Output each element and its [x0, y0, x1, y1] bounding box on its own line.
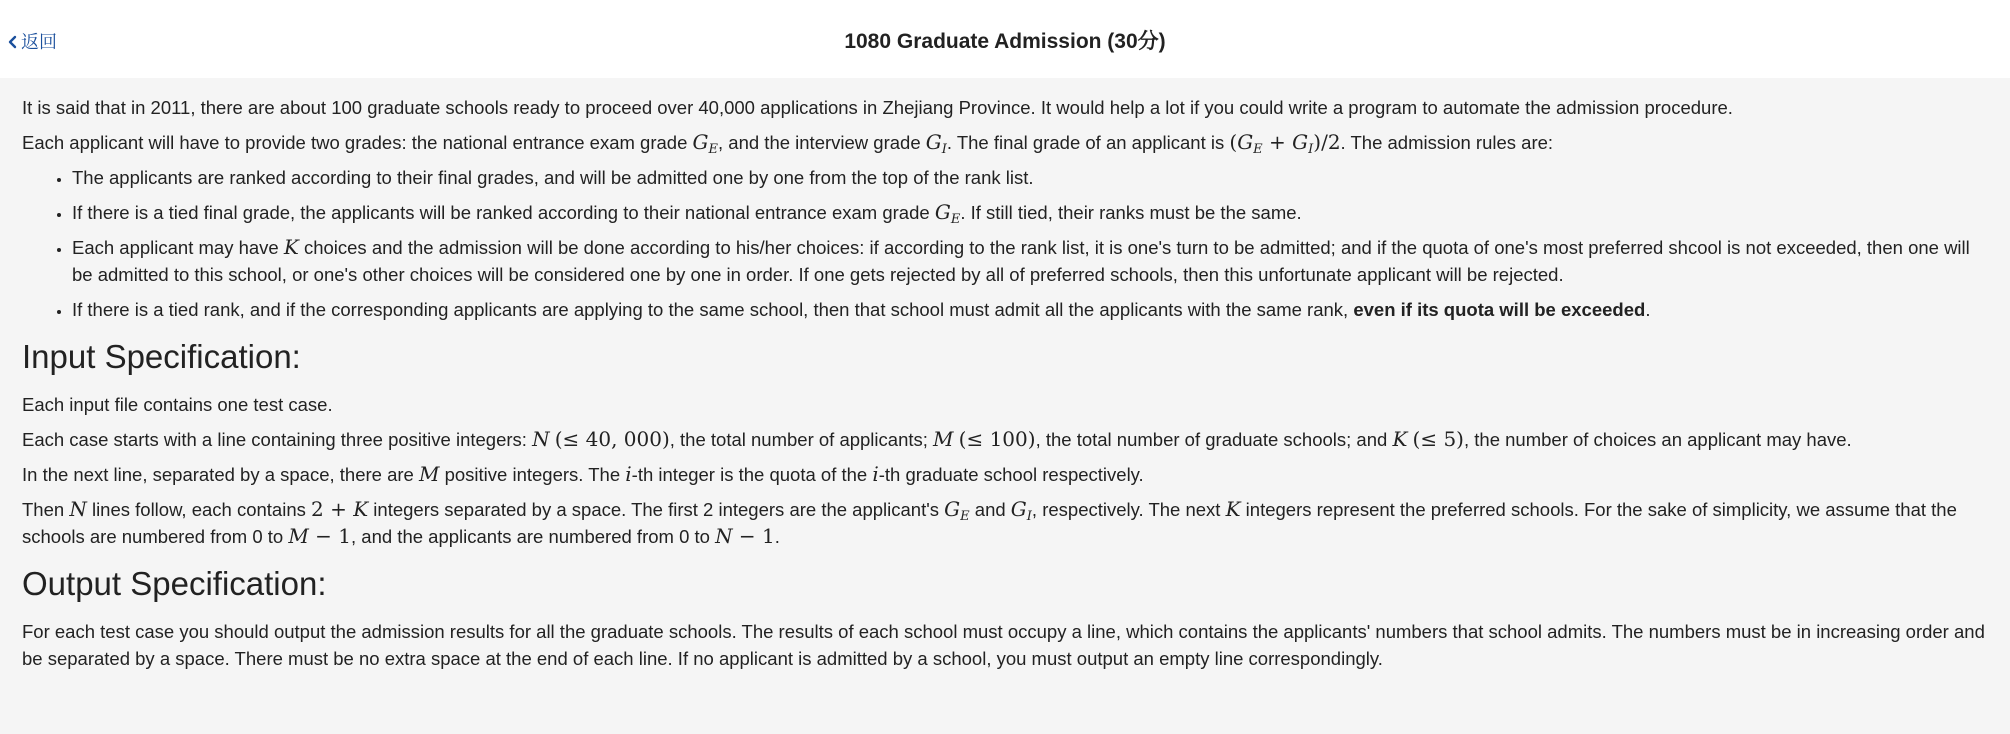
math-final-grade: $(G_E + G_I)/2$	[1229, 130, 1341, 157]
input-paragraph-4: Then N lines follow, each contains 2 + K integers separated by a space. The first 2 integers are the applicant's $G_E$ and $G_I$, respectively. The next K integers represent the preferred schools. For the sake of simplicity, we assume that the schools are numbered from 0 to M − 1, and the applicants are numbered from 0 to N − 1.	[22, 497, 1957, 548]
list-item: • If there is a tied final grade, the applicants will be ranked according to their national entrance exam grade $G_E$. If still tied, their ranks must be the same.	[72, 199, 1994, 226]
output-spec-heading: Output Specification:	[22, 565, 327, 602]
math-ge: $G_E$	[692, 130, 719, 157]
list-item: • Each applicant may have K choices and the admission will be done according to his/her choices: if according to the rank list, it is one's turn to be admitted; and if the quota of one's most preferred shcool is not exceeded, then one will be admitted to this school, or one's other choices will be considered one by one in order. If one gets rejected by all of preferred schools, then this unfortunate applicant will be rejected.	[72, 234, 1994, 288]
math-gi: $G_I$	[925, 130, 947, 157]
problem-content	[22, 94, 1994, 680]
back-label[interactable]: 返回	[21, 32, 57, 52]
page-title: 1080 Graduate Admission (30分)	[844, 30, 1166, 53]
input-spec-heading: Input Specification:	[22, 338, 301, 375]
list-item: • The applicants are ranked according to their final grades, and will be admitted one by one from the top of the rank list.	[72, 164, 1994, 191]
intro-paragraph-2: Each applicant will have to provide two grades: the national entrance exam grade $G_E$, and the interview grade $G_I$. The final grade of an applicant is $(G_E + G_I)/2$. The admission rules are:	[22, 130, 1554, 157]
input-paragraph-3: In the next line, separated by a space, there are M positive integers. The i-th integer is the quota of the i-th graduate school respectively.	[22, 462, 1144, 486]
input-paragraph-1: Each input file contains one test case.	[22, 394, 333, 415]
input-paragraph-2: Each case starts with a line containing three positive integers: N (≤ 40, 000), the total number of applicants; M (≤ 100), the total number of graduate schools; and K (≤ 5), the number of choices an applicant may have.	[22, 427, 1852, 451]
top-bar	[0, 0, 2010, 78]
output-paragraph-1: For each test case you should output the admission results for all the graduate schools. The results of each school must occupy a line, which contains the applicants' numbers that school admits. The numbers must be in increasing order and be separated by a space. There must be no extra space at the end of each line. If no applicant is admitted by a school, you must output an empty line correspondingly.	[22, 621, 1985, 669]
intro-paragraph-1: It is said that in 2011, there are about 100 graduate schools ready to proceed over 40,000 applications in Zhejiang Province. It would help a lot if you could write a program to automate the admission procedure.	[22, 97, 1733, 118]
list-item: • If there is a tied rank, and if the corresponding applicants are applying to the same school, then that school must admit all the applicants with the same rank, even if its quota will be exceeded.	[72, 296, 1994, 323]
rules-list	[22, 164, 1994, 323]
